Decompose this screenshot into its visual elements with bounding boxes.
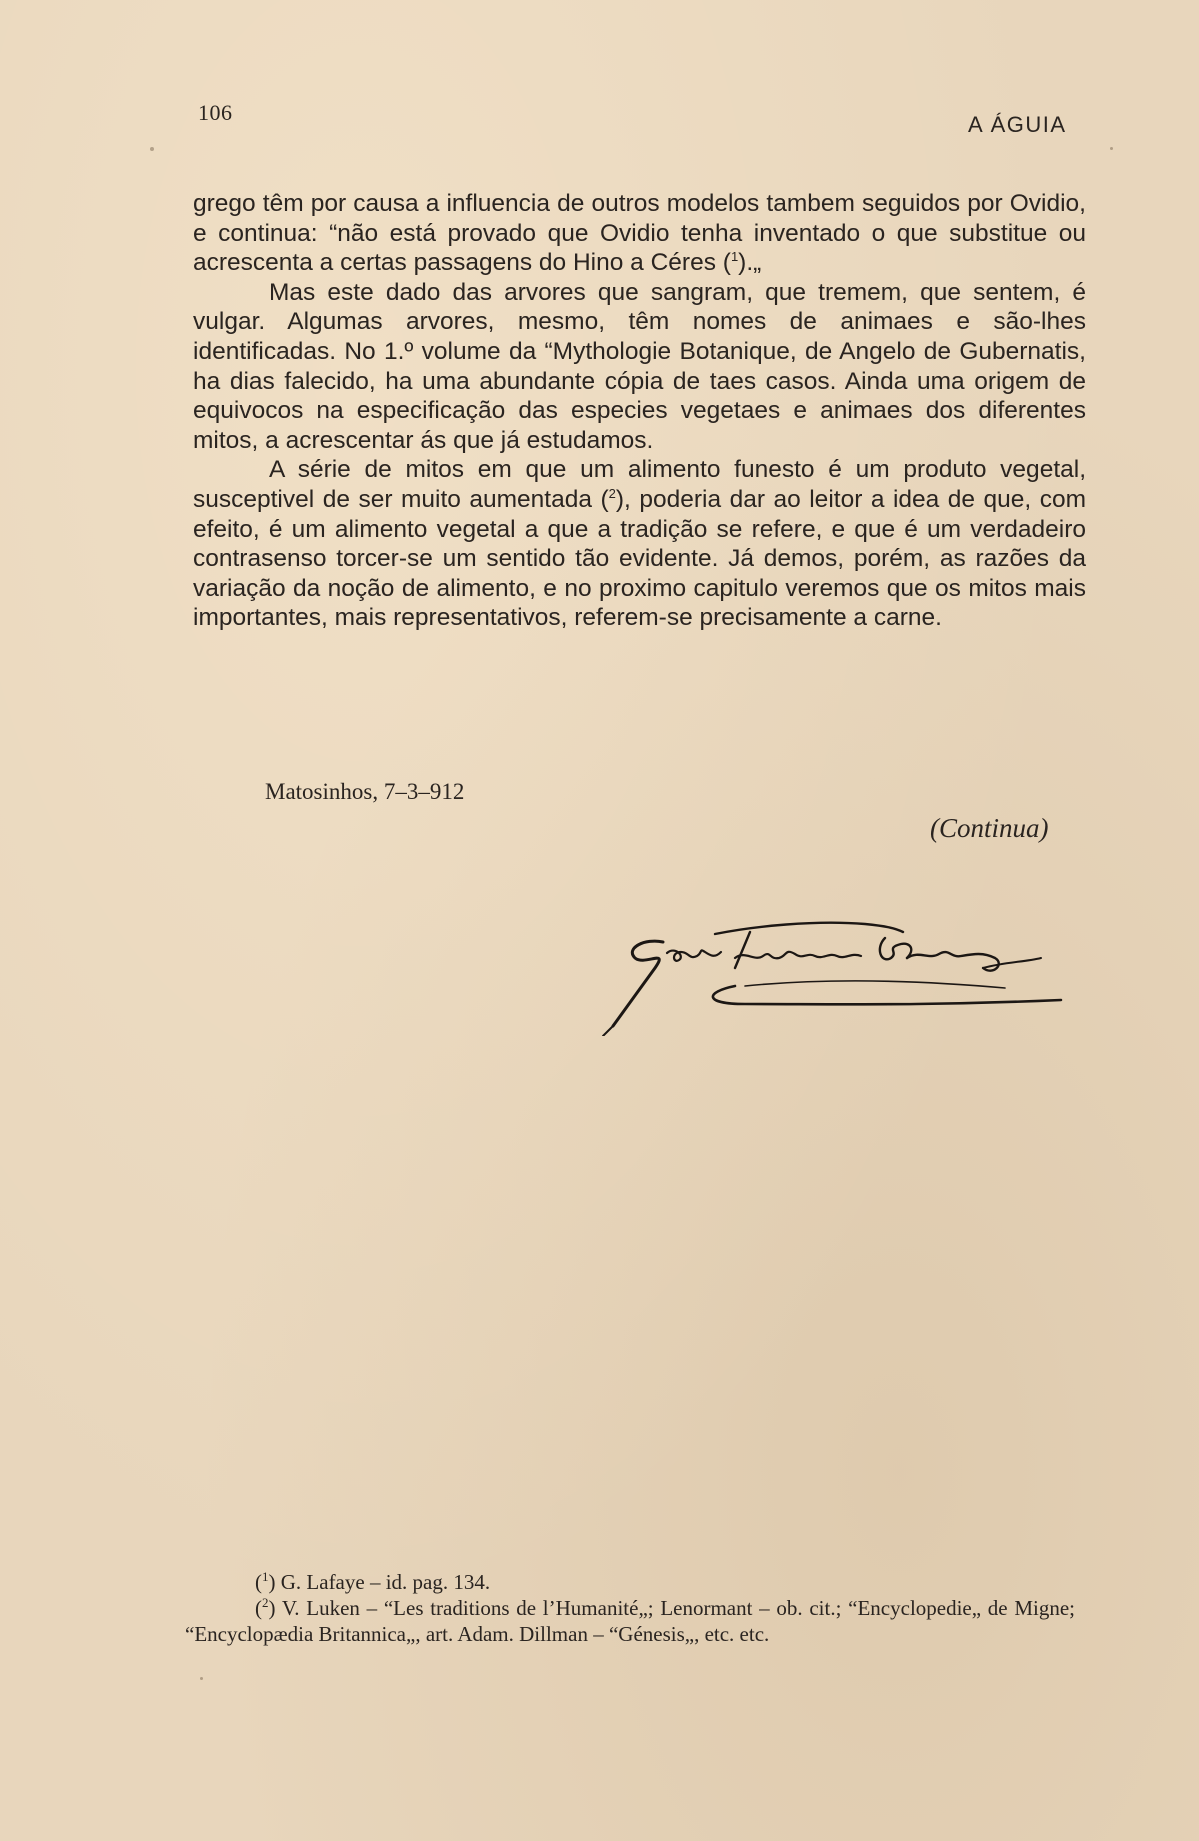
footnote-1-text: G. Lafaye – id. pag. 134.	[275, 1570, 491, 1594]
place-date: Matosinhos, 7–3–912	[265, 779, 465, 804]
footnote-ref-1: 1	[730, 249, 739, 265]
paragraph-3-text-a: A série de mitos em que um alimento funesto é um produto vegetal, susceptivel de ser muito aumentada (	[193, 456, 1086, 513]
footnote-1-marker: 1	[262, 1569, 269, 1584]
paragraph-1-text-b: ).„	[738, 249, 762, 277]
paper-fleck	[200, 1677, 203, 1680]
paper-fleck	[1110, 147, 1113, 150]
page-number: 106	[198, 100, 233, 125]
paper-fleck	[150, 147, 154, 151]
footnote-2-text: V. Luken – “Les traditions de l’Humanité„; Lenormant – ob. cit.; “Encyclopedie„ de Migne; “Encyclopædia Britannica„, art. Adam. Dillman – “Génesis„, etc. etc.	[185, 1596, 1075, 1646]
article-body	[193, 189, 1086, 633]
footnotes	[185, 1569, 1075, 1647]
footnote-2-marker: 2	[262, 1595, 269, 1610]
paragraph-3	[193, 455, 1086, 633]
continued-note: (Continua)	[930, 813, 1049, 843]
paragraph-1	[193, 189, 1086, 278]
handwritten-signature	[585, 908, 1075, 1036]
paragraph-1-text-a: grego têm por causa a influencia de outros modelos tambem seguidos por Ovidio, e continua: “não está provado que Ovidio tenha inventado o que substitue ou acrescenta a certas passagens do Hino a Céres (	[193, 190, 1086, 277]
paragraph-3-text-b: ), poderia dar ao leitor a idea de que, com efeito, é um alimento vegetal a que a tradição se refere, e que é um verdadeiro contrasenso torcer-se um sentido tão evidente. Já demos, porém, as razões da variação da noção de alimento, e no proximo capitulo veremos que os mitos mais importantes, mais representativos, referem-se precisamente a carne.	[193, 485, 1087, 632]
footnote-1: ($^1$) G. Lafaye – id. pag. 134.	[255, 1569, 491, 1594]
footnote-2: ($^2$) V. Luken – “Les traditions de l’Humanité„; Lenormant – ob. cit.; “Encyclopedie„ de Migne; “Encyclopædia Britannica„, art. Adam. Dillman – “Génesis„, etc. etc.	[185, 1595, 1075, 1646]
footnote-ref-2: 2	[608, 485, 616, 501]
running-title: A ÁGUIA	[968, 112, 1067, 137]
paragraph-2: Mas este dado das arvores que sangram, que tremem, que sentem, é vulgar. Algumas arvores, mesmo, têm nomes de animaes e são-lhes identificadas. No 1.º volume da “Mythologie Botanique, de Angelo de Gubernatis, ha dias falecido, ha uma abundante cópia de taes casos. Ainda uma origem de equivocos na especificação das especies vegetaes e animaes dos diferentes mitos, a acrescentar ás que já estudamos.	[193, 278, 1086, 454]
signature-scrawl	[585, 908, 1075, 1036]
